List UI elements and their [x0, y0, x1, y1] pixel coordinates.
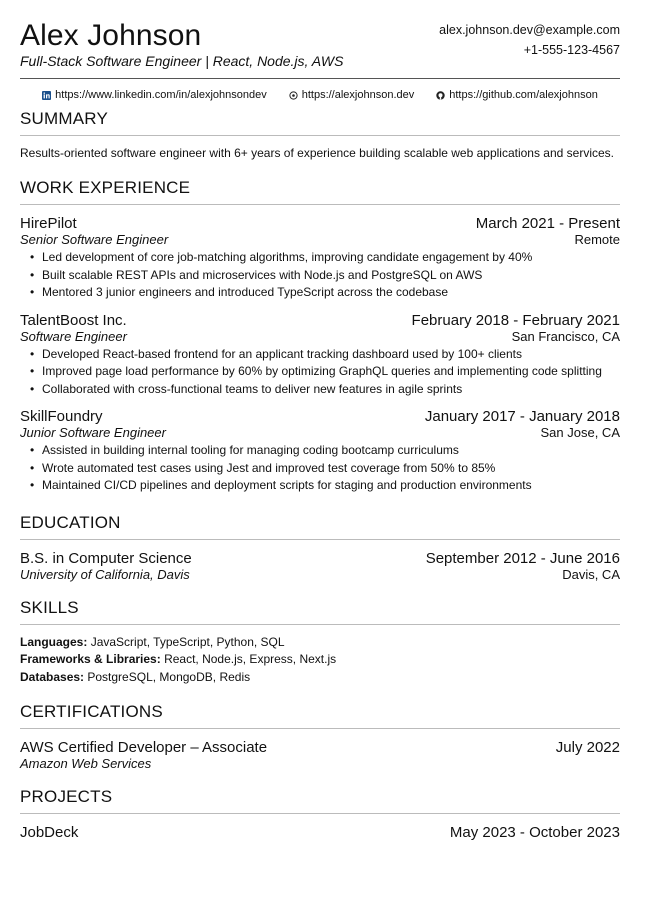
education-entry: [20, 550, 620, 582]
certification-issuer: Amazon Web Services: [20, 756, 152, 771]
job-location: Remote: [574, 232, 620, 247]
job-dates: January 2017 - January 2018: [424, 408, 620, 425]
job-entry: [20, 215, 620, 302]
degree-name: B.S. in Computer Science: [20, 549, 192, 567]
summary-section: [20, 109, 620, 160]
linkedin-url: https://www.linkedin.com/in/alexjohnsondev: [55, 89, 267, 101]
resume-page: [20, 0, 620, 841]
skill-row-databases: [20, 669, 620, 687]
skill-row-frameworks: [20, 651, 620, 669]
bullet-item: • Collaborated with cross-functional teams to deliver new features in agile sprints: [42, 381, 620, 399]
job-title: Senior Software Engineer: [20, 232, 169, 247]
linkedin-link[interactable]: [42, 89, 267, 101]
website-link[interactable]: [289, 89, 415, 101]
skill-value: JavaScript, TypeScript, Python, SQL: [90, 634, 285, 649]
bullet-item: • Maintained CI/CD pipelines and deployment scripts for staging and production environments: [42, 477, 620, 495]
bullet-item: • Improved page load performance by 60% by optimizing GraphQL queries and implementing code splitting: [42, 363, 620, 381]
candidate-name: Alex Johnson: [20, 19, 202, 52]
job-location: San Francisco, CA: [511, 328, 620, 344]
bullet-item: • Developed React-based frontend for an applicant tracking dashboard used by 100+ clients: [42, 346, 620, 364]
project-dates: May 2023 - October 2023: [449, 824, 620, 841]
company-name: HirePilot: [20, 215, 77, 232]
bullet-item: • Mentored 3 junior engineers and introduced TypeScript across the codebase: [42, 284, 620, 302]
website-url: https://alexjohnson.dev: [301, 89, 415, 101]
github-url: https://github.com/alexjohnson: [449, 89, 598, 101]
phone-number[interactable]: +1-555-123-4567: [523, 43, 620, 57]
resume-header: [20, 0, 620, 79]
certification-date: July 2022: [555, 739, 620, 756]
project-name: JobDeck: [20, 824, 79, 841]
education-dates: September 2012 - June 2016: [425, 549, 620, 567]
skill-label: Frameworks & Libraries:: [20, 652, 161, 666]
skill-value: PostgreSQL, MongoDB, Redis: [87, 669, 251, 684]
github-icon: [436, 91, 445, 100]
section-title-experience: WORK EXPERIENCE: [20, 178, 620, 205]
summary-text: Results-oriented software engineer with 6+ years of experience building scalable web applications and services.: [20, 146, 614, 160]
section-title-projects: PROJECTS: [20, 787, 620, 814]
job-dates: March 2021 - Present: [475, 215, 620, 232]
certification-entry: [20, 739, 620, 771]
bullet-item: • Assisted in building internal tooling for managing coding bootcamp curriculums: [42, 442, 620, 460]
experience-section: [20, 178, 620, 495]
github-link[interactable]: [436, 89, 598, 101]
profile-links: [20, 87, 620, 103]
job-bullets: [20, 249, 620, 302]
email-link[interactable]: alex.johnson.dev@example.com: [439, 23, 620, 37]
bullet-item: • Built scalable REST APIs and microservices with Node.js and PostgreSQL on AWS: [42, 267, 620, 285]
certifications-section: [20, 702, 620, 771]
project-entry: [20, 824, 620, 841]
skill-value: React, Node.js, Express, Next.js: [164, 652, 337, 666]
linkedin-icon: [42, 91, 51, 100]
job-entry: [20, 408, 620, 495]
job-bullets: [20, 442, 620, 495]
bullet-item: • Led development of core job-matching algorithms, improving candidate engagement by 40%: [42, 249, 620, 267]
job-title: Junior Software Engineer: [20, 425, 166, 440]
bullet-item: • Wrote automated test cases using Jest and improved test coverage from 50% to 85%: [42, 460, 620, 478]
skill-label: Languages:: [20, 634, 88, 649]
company-name: TalentBoost Inc.: [20, 311, 127, 329]
skills-list: [20, 634, 620, 687]
skill-row-languages: [20, 634, 620, 652]
education-section: [20, 513, 620, 582]
section-title-certifications: CERTIFICATIONS: [20, 702, 620, 729]
school-location: Davis, CA: [562, 566, 620, 582]
projects-section: [20, 787, 620, 841]
school-name: University of California, Davis: [20, 566, 190, 582]
skill-label: Databases:: [20, 669, 85, 684]
job-title: Software Engineer: [20, 328, 127, 344]
section-title-summary: SUMMARY: [20, 109, 620, 136]
section-title-education: EDUCATION: [20, 513, 620, 540]
company-name: SkillFoundry: [20, 408, 103, 425]
job-entry: [20, 312, 620, 399]
skills-section: [20, 598, 620, 687]
contact-block: [439, 20, 620, 60]
section-title-skills: SKILLS: [20, 598, 620, 625]
certification-name: AWS Certified Developer – Associate: [20, 739, 268, 756]
web-icon: [289, 91, 298, 100]
candidate-tagline: Full-Stack Software Engineer | React, Node.js, AWS: [20, 53, 344, 69]
job-dates: February 2018 - February 2021: [411, 311, 620, 329]
job-bullets: [20, 346, 620, 399]
job-location: San Jose, CA: [540, 425, 620, 440]
